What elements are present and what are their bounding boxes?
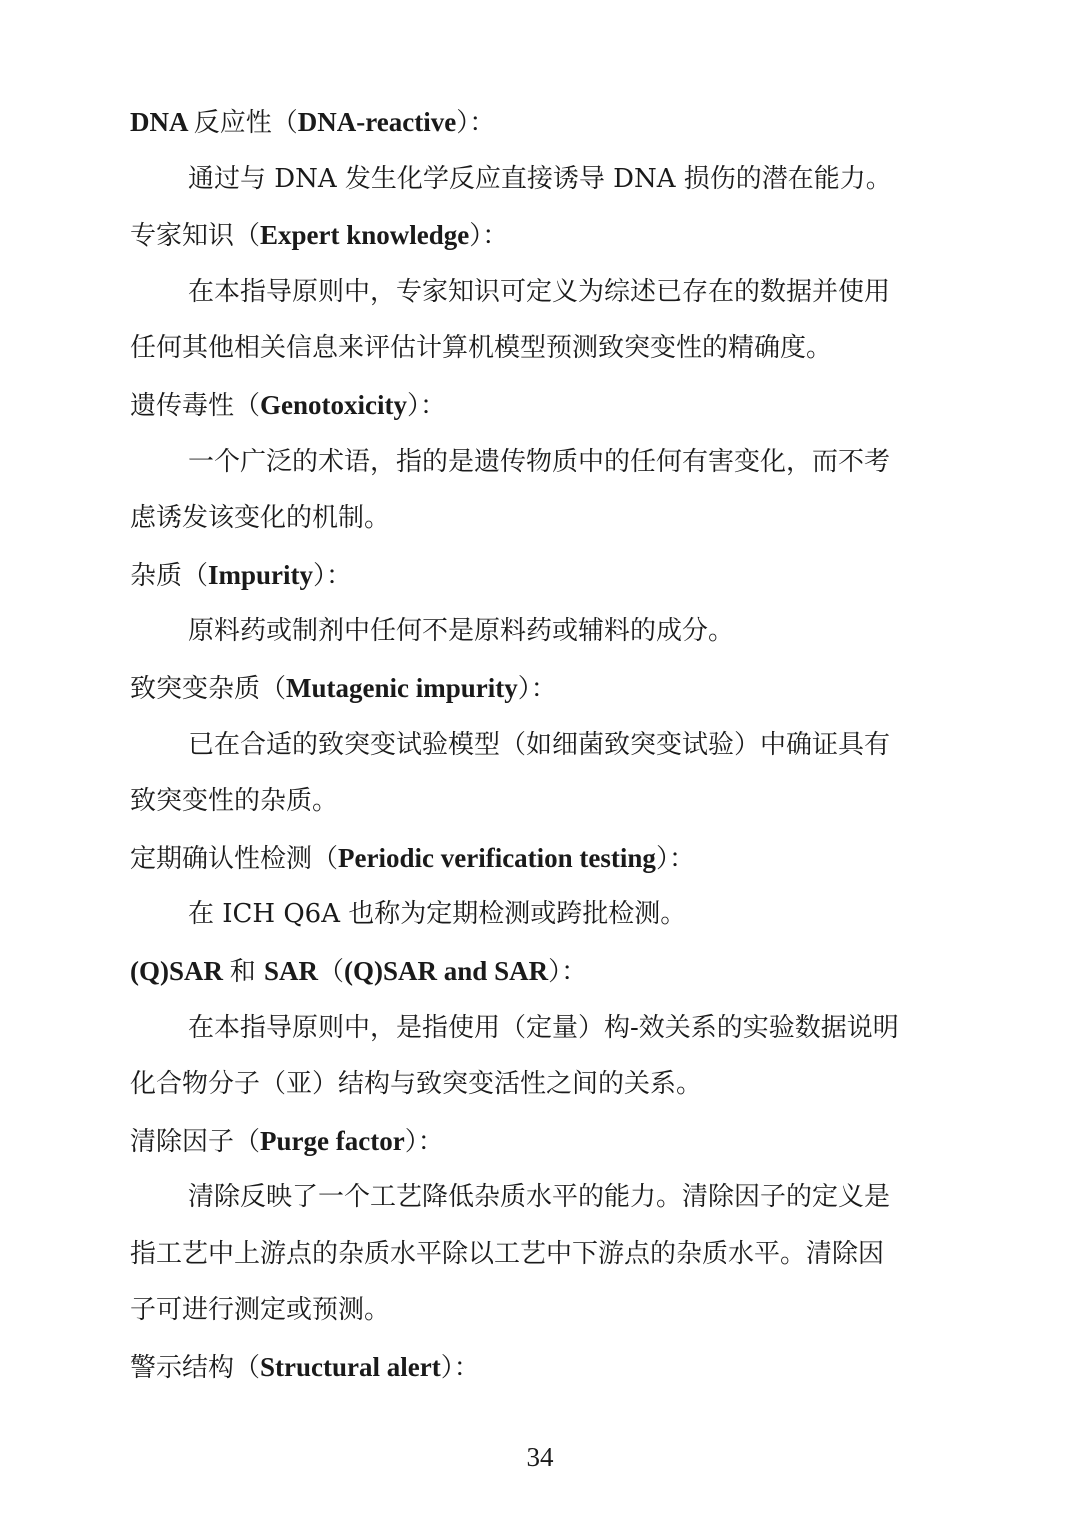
term-end: ）： (469, 221, 509, 252)
term-end: ）： (407, 390, 447, 421)
definition-line: 已在合适的致突变试验模型（如细菌致突变试验）中确证具有 (188, 729, 891, 760)
definition-line: 在 ICH Q6A 也称为定期检测或跨批检测。 (188, 899, 687, 930)
term-english: DNA-reactive (297, 107, 457, 137)
term-end: ）： (440, 1353, 480, 1384)
glossary-term (130, 830, 980, 887)
definition-line: 一个广泛的术语，指的是遗传物质中的任何有害变化，而不考 (188, 446, 891, 477)
term-chinese: 警示结构（ (130, 1353, 261, 1384)
term-english: Purge factor (260, 1125, 405, 1156)
term-prefix: DNA (130, 107, 194, 137)
term-end: ）： (548, 956, 588, 987)
term-chinese: 致突变杂质（ (130, 673, 287, 704)
glossary-term (130, 943, 980, 1000)
glossary-term (130, 94, 980, 151)
definition-line: 虑诱发该变化的机制。 (130, 503, 391, 534)
term-end: ）： (456, 108, 496, 138)
glossary-term (130, 207, 980, 264)
term-english: Genotoxicity (260, 389, 407, 420)
term-chinese: 和 (229, 956, 265, 987)
definition-line: 指工艺中上游点的杂质水平除以工艺中下游点的杂质水平。清除因 (130, 1238, 885, 1269)
definition-line: 原料药或制剂中任何不是原料药或辅料的成分。 (188, 616, 735, 647)
term-prefix-2: SAR (264, 955, 319, 986)
definition-line: 在本指导原则中，是指使用（定量）构-效关系的实验数据说明 (188, 1012, 899, 1043)
term-open: （ (318, 956, 345, 987)
glossary-term (130, 1339, 980, 1396)
term-prefix: (Q)SAR (130, 955, 230, 986)
term-end: ）： (313, 560, 353, 591)
term-chinese: 定期确认性检测（ (130, 843, 339, 874)
term-end: ）： (655, 843, 695, 874)
term-end: ）： (517, 673, 557, 704)
term-chinese: 专家知识（ (130, 221, 261, 252)
definition-line: 任何其他相关信息来评估计算机模型预测致突变性的精确度。 (130, 333, 833, 364)
term-chinese: 杂质（ (130, 560, 209, 591)
term-chinese: 反应性（ (193, 108, 298, 138)
definition-line: 化合物分子（亚）结构与致突变活性之间的关系。 (130, 1069, 703, 1100)
term-end: ）： (404, 1126, 444, 1157)
glossary-term (130, 660, 980, 717)
glossary-term (130, 377, 980, 434)
term-english: Structural alert (260, 1352, 441, 1383)
glossary-term (130, 547, 980, 604)
term-english: Mutagenic impurity (286, 672, 518, 703)
definition-line: 在本指导原则中，专家知识可定义为综述已存在的数据并使用 (188, 276, 891, 307)
definition-line: 子可进行测定或预测。 (130, 1295, 391, 1326)
definition-line: 致突变性的杂质。 (130, 786, 339, 817)
definition-line: 通过与 DNA 发生化学反应直接诱导 DNA 损伤的潜在能力。 (188, 163, 892, 194)
document-body (130, 94, 980, 1396)
term-english: (Q)SAR and SAR (344, 955, 549, 986)
glossary-term (130, 1113, 980, 1170)
term-english: Impurity (208, 559, 314, 590)
definition-line: 清除反映了一个工艺降低杂质水平的能力。清除因子的定义是 (188, 1182, 891, 1213)
term-english: Periodic verification testing (338, 842, 656, 873)
term-chinese: 遗传毒性（ (130, 390, 261, 421)
term-chinese: 清除因子（ (130, 1126, 261, 1157)
page-number: 34 (526, 1442, 554, 1472)
term-english: Expert knowledge (260, 220, 470, 251)
